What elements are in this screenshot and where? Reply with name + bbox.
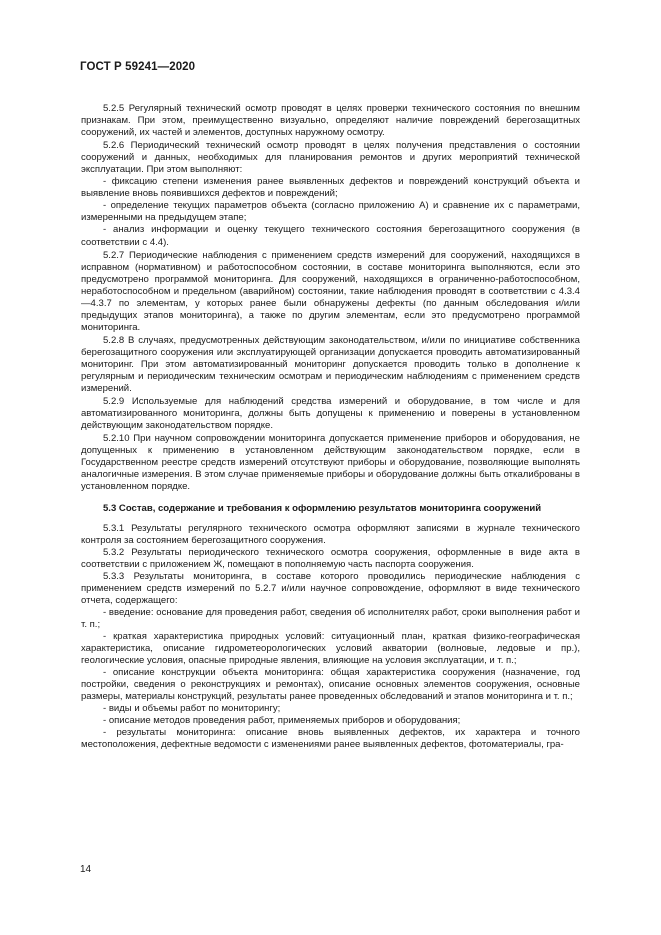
list-item: - определение текущих параметров объекта (согласно приложению А) и сравнение их с параметрами, измеренными на предыдущем этапе; <box>81 200 580 224</box>
list-item: - описание методов проведения работ, применяемых приборов и оборудования; <box>103 715 461 727</box>
list-item: - описание конструкции объекта мониторинга: общая характеристика сооружения (назначение, год постройки, сведения о реконструкциях и ремонтах), описание основных элементов сооружения, основные размеры, материалы конструкций, результаты ранее проведенных обследований и этапов мониторинга и т. п.; <box>81 667 580 703</box>
page-number: 14 <box>80 864 92 875</box>
paragraph-5-3-3: 5.3.3 Результаты мониторинга, в составе которого проводились периодические наблюдения с применением средств измерений по 5.2.7 и/или научное сопровождение, оформляют в виде технического отчета, содержащего: <box>81 570 580 606</box>
paragraph-5-2-5: 5.2.5 Регулярный технический осмотр проводят в целях проверки технического состояния по внешним признакам. При этом, преимущественно визуально, определяют наличие повреждений берегозащитных сооружений, их частей и элементов, доступных наружному осмотру. <box>81 103 580 139</box>
list-item: - анализ информации и оценку текущего технического состояния берегозащитного сооружения (в соответствии с 4.4). <box>81 224 580 248</box>
document-header: ГОСТ Р 59241—2020 <box>80 61 196 73</box>
paragraph-5-2-7: 5.2.7 Периодические наблюдения с применением средств измерений для сооружений, находящихся в исправном (нормативном) и работоспособном состоянии, в составе мониторинга выполняются, если это предусмотрено программой мониторинга. Для сооружений, находящихся в ограниченно-работоспособном, неработоспособном и предельном (аварийном) состоянии, такие наблюдения проводят в соответствии с 4.3.4—4.3.7 по элементам, у которых ранее были обнаружены дефекты (по данным обследования и/или предыдущих этапов мониторинга), а также по другим элементам, если это предусмотрено программой мониторинга. <box>81 249 580 333</box>
list-item: - результаты мониторинга: описание вновь выявленных дефектов, их характера и точного местоположения, дефектные ведомости с изменениями ранее выявленных дефектов, фотоматериалы, гра- <box>81 727 580 751</box>
list-item: - фиксацию степени изменения ранее выявленных дефектов и повреждений конструкций объекта и выявление вновь появившихся дефектов и повреждений; <box>81 176 580 200</box>
paragraph-5-2-6: 5.2.6 Периодический технический осмотр проводят в целях получения представления о состоянии сооружений и данных, необходимых для планирования ремонтов и других мероприятий технической эксплуатации. При этом выполняют: <box>81 140 580 176</box>
paragraph-5-2-8: 5.2.8 В случаях, предусмотренных действующим законодательством, и/или по инициативе собственника берегозащитного сооружения или эксплуатирующей организации допускается проводить автоматизированный мониторинг. При этом автоматизированный мониторинг допускается проводить только в дополнение к регулярным и периодическим техническим осмотрам и периодическим наблюдениям с применением средств измерений. <box>81 334 580 395</box>
list-item: - виды и объемы работ по мониторингу; <box>103 703 281 715</box>
list-item: - краткая характеристика природных условий: ситуационный план, краткая физико-географическая характеристика, описание гидрометеорологических условий акватории (волновые, ледовые и пр.), геологические условия, опасные природные явления, влияющие на условия эксплуатации, и т. п.; <box>81 630 580 667</box>
paragraph-5-2-10: 5.2.10 При научном сопровождении мониторинга допускается применение приборов и оборудования, не допущенных к применению в установленном действующим законодательством порядке, если в Государственном реестре средств измерений отсутствуют приборы и оборудование, позволяющие выполнять аналогичные измерения. В этом случае применяемые приборы и оборудование должны быть откалиброваны в установленном порядке. <box>81 433 580 493</box>
paragraph-5-3-2: 5.3.2 Результаты периодического технического осмотра сооружения, оформленные в виде акта в соответствии с приложением Ж, помещают в пополняемую часть паспорта сооружения. <box>81 546 580 570</box>
paragraph-5-2-9: 5.2.9 Используемые для наблюдений средства измерений и оборудование, в том числе и для автоматизированного мониторинга, должны быть допущены к применению и поверены в установленном действующим законодательством порядке. <box>81 396 580 432</box>
paragraph-5-3-1: 5.3.1 Результаты регулярного технического осмотра оформляют записями в журнале технического контроля за состоянием берегозащитного сооружения. <box>81 522 580 546</box>
list-item: - введение: основание для проведения работ, сведения об исполнителях работ, сроки выполнения работ и т. п.; <box>81 606 580 630</box>
section-heading-5-3: 5.3 Состав, содержание и требования к оформлению результатов мониторинга сооружений <box>103 502 542 514</box>
document-body <box>81 103 580 751</box>
